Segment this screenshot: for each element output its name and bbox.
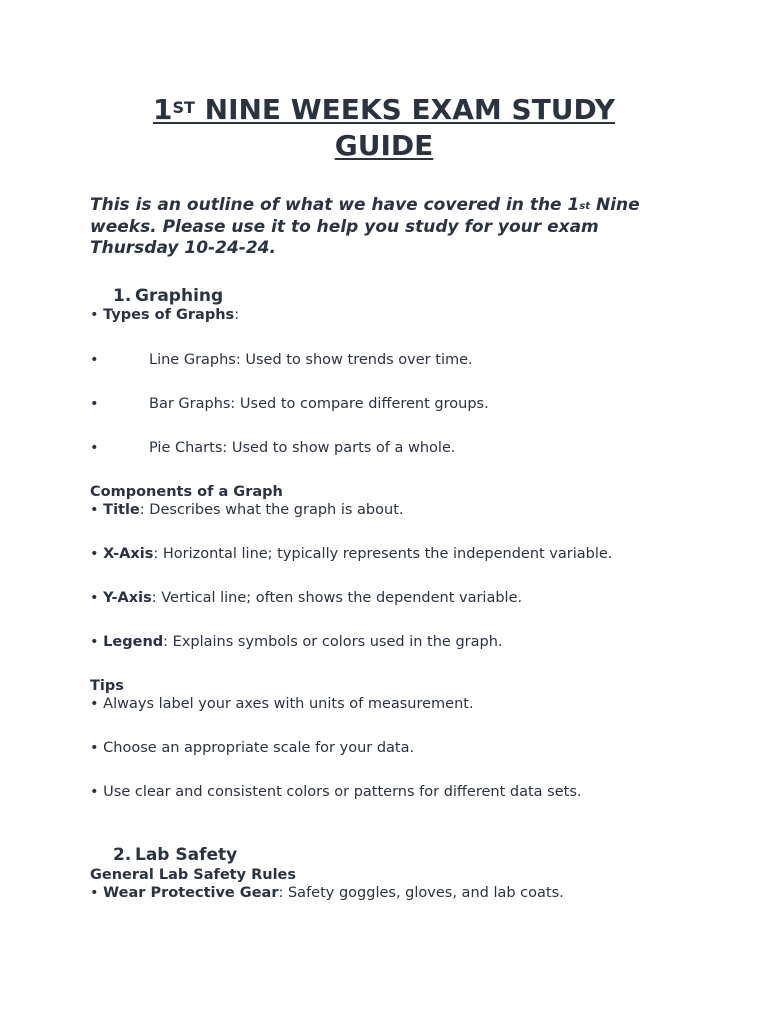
- bullet: •: [90, 784, 99, 800]
- safety-rule-item: [90, 884, 564, 902]
- bullet: •: [90, 634, 99, 650]
- intro-paragraph: [90, 195, 690, 260]
- types-of-graphs-line: [90, 306, 239, 324]
- section-1-number: 1.: [113, 286, 132, 306]
- intro-superscript: st: [579, 201, 591, 212]
- bullet: •: [90, 352, 99, 368]
- types-of-graphs-label: Types of Graphs: [103, 307, 235, 323]
- component-desc: : Describes what the graph is about.: [139, 502, 404, 518]
- component-term: Legend: [103, 634, 164, 650]
- bullet: •: [90, 502, 99, 518]
- intro-text-2: Nine weeks. Please use it to help you study for your exam Thursday 10-24-24.: [90, 195, 640, 258]
- title-line-1-text: NINE WEEKS EXAM STUDY: [194, 93, 616, 126]
- section-2-number: 2.: [113, 845, 132, 865]
- component-item: [90, 545, 612, 563]
- safety-rule-term: Wear Protective Gear: [103, 885, 279, 901]
- tip-item: [90, 783, 581, 801]
- graph-type-text: Line Graphs: Used to show trends over time.: [149, 352, 473, 368]
- tip-item: [90, 739, 414, 757]
- bullet: •: [90, 885, 99, 901]
- components-heading: Components of a Graph: [90, 484, 283, 500]
- bullet: •: [90, 696, 99, 712]
- graph-type-item: [90, 439, 456, 457]
- component-term: Y-Axis: [103, 590, 152, 606]
- graph-type-text: Pie Charts: Used to show parts of a whole.: [149, 440, 456, 456]
- safety-rule-desc: : Safety goggles, gloves, and lab coats.: [278, 885, 564, 901]
- graph-type-text: Bar Graphs: Used to compare different groups.: [149, 396, 489, 412]
- component-item: [90, 633, 503, 651]
- bullet: •: [90, 440, 99, 456]
- title-line-2: GUIDE: [334, 129, 434, 162]
- section-2-title: Lab Safety: [135, 845, 238, 865]
- lab-safety-rules-heading: General Lab Safety Rules: [90, 867, 297, 883]
- title-superscript: ST: [172, 98, 195, 117]
- graph-type-item: [90, 351, 473, 369]
- component-desc: : Horizontal line; typically represents the independent variable.: [153, 546, 613, 562]
- section-2-heading: [113, 845, 237, 865]
- title-line-1: [153, 93, 615, 126]
- intro-text-1: This is an outline of what we have covered in the 1: [90, 195, 580, 215]
- section-1-title: Graphing: [135, 286, 224, 306]
- types-suffix: :: [234, 307, 240, 323]
- page-title: [60, 92, 708, 164]
- component-item: [90, 589, 522, 607]
- section-1-heading: [113, 286, 223, 306]
- bullet: •: [90, 396, 99, 412]
- component-item: [90, 501, 404, 519]
- title-number: 1: [152, 93, 173, 126]
- component-term: X-Axis: [103, 546, 154, 562]
- component-term: Title: [103, 502, 140, 518]
- bullet: •: [90, 546, 99, 562]
- tip-text: Choose an appropriate scale for your data.: [103, 740, 415, 756]
- bullet: •: [90, 740, 99, 756]
- bullet: •: [90, 307, 99, 323]
- tip-text: Always label your axes with units of measurement.: [103, 696, 474, 712]
- component-desc: : Explains symbols or colors used in the graph.: [163, 634, 503, 650]
- tip-text: Use clear and consistent colors or patterns for different data sets.: [103, 784, 582, 800]
- tip-item: [90, 695, 474, 713]
- tips-heading: Tips: [90, 678, 124, 694]
- graph-type-item: [90, 395, 489, 413]
- bullet: •: [90, 590, 99, 606]
- component-desc: : Vertical line; often shows the dependent variable.: [151, 590, 523, 606]
